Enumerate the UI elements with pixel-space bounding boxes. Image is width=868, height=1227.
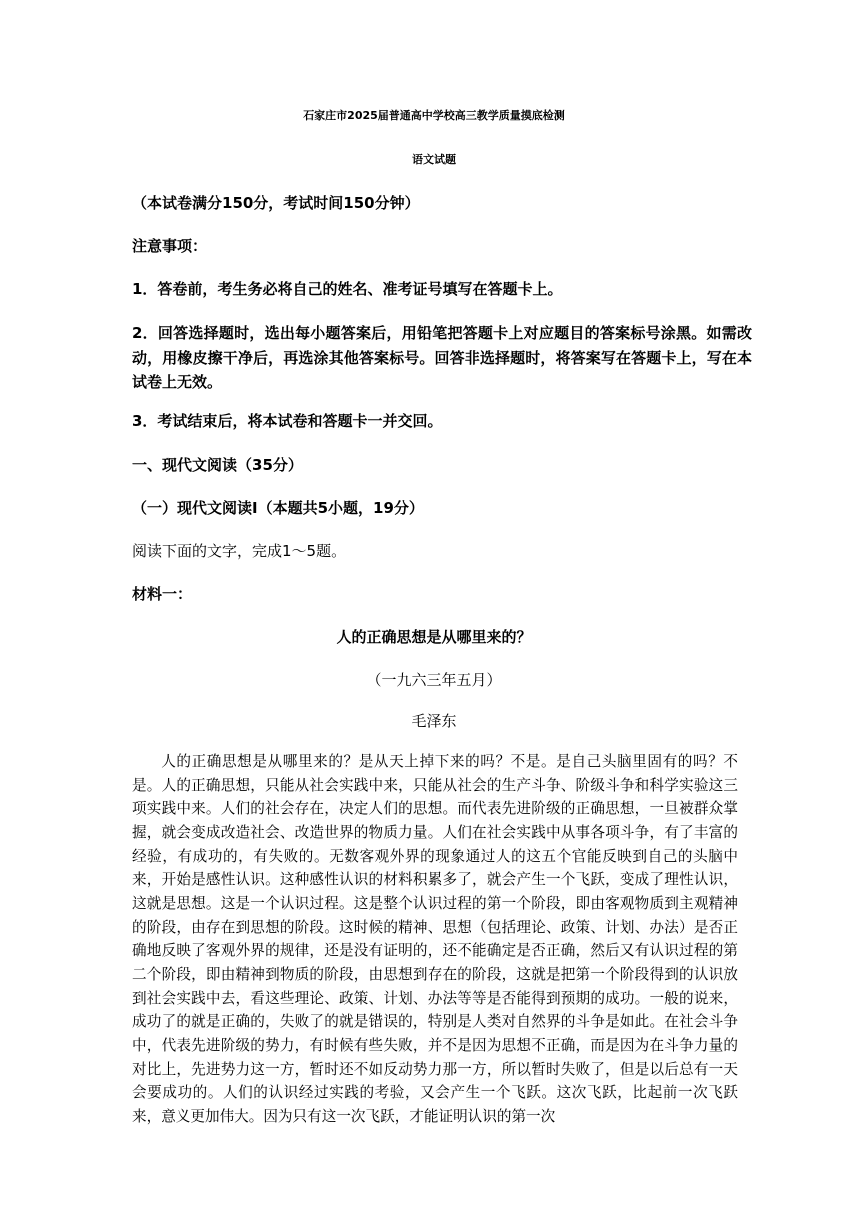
subject-title: 语文试题 [412, 153, 456, 166]
article-date: （一九六三年五月） [366, 671, 502, 689]
notice-item-3: 3．考试结束后，将本试卷和答题卡一并交回。 [132, 412, 443, 430]
score-time-note: （本试卷满分150分，考试时间150分钟） [132, 194, 420, 212]
exam-title: 石家庄市2025届普通高中学校高三教学质量摸底检测 [303, 109, 565, 122]
notice-heading: 注意事项： [132, 237, 208, 255]
article-title: 人的正确思想是从哪里来的？ [336, 628, 532, 646]
section-heading: 一、现代文阅读（35分） [132, 456, 303, 474]
notice-item-1: 1．答卷前，考生务必将自己的姓名、准考证号填写在答题卡上。 [132, 280, 563, 298]
section-subheading: （一）现代文阅读Ⅰ（本题共5小题，19分） [132, 499, 424, 517]
notice-item-2: 2．回答选择题时，选出每小题答案后，用铅笔把答题卡上对应题目的答案标号涂黑。如需改动，用橡皮擦干净后，再选涂其他答案标号。回答非选择题时，将答案写在答题卡上，写在本试卷上无效。 [132, 324, 752, 391]
reading-instruction: 阅读下面的文字，完成1～5题。 [132, 542, 347, 560]
article-author: 毛泽东 [411, 712, 457, 730]
article-body: 人的正确思想是从哪里来的？是从天上掉下来的吗？不是。是自己头脑里固有的吗？不是。人的正确思想，只能从社会实践中来，只能从社会的生产斗争、阶级斗争和科学实验这三项实践中来。人们的社会存在，决定人们的思想。而代表先进阶级的正确思想，一旦被群众掌握，就会变成改造社会、改造世界的物质力量。人们在社会实践中从事各项斗争，有了丰富的经验，有成功的，有失败的。无数客观外界的现象通过人的这五个官能反映到自己的头脑中来，开始是感性认识。这种感性认识的材料积累多了，就会产生一个飞跃，变成了理性认识，这就是思想。这是一个认识过程。这是整个认识过程的第一个阶段，即由客观物质到主观精神的阶段，由存在到思想的阶段。这时候的精神、思想（包括理论、政策、计划、办法）是否正确地反映了客观外界的规律，还是没有证明的，还不能确定是否正确，然后又有认识过程的第二个阶段，即由精神到物质的阶段，由思想到存在的阶段，这就是把第一个阶段得到的认识放到社会实践中去，看这些理论、政策、计划、办法等等是否能得到预期的成功。一般的说来，成功了的就是正确的，失败了的就是错误的，特别是人类对自然界的斗争是如此。在社会斗争中，代表先进阶级的势力，有时候有些失败，并不是因为思想不正确，而是因为在斗争力量的对比上，先进势力这一方，暂时还不如反动势力那一方，所以暂时失败了，但是以后总有一天会要成功的。人们的认识经过实践的考验，又会产生一个飞跃。这次飞跃，比起前一次飞跃来，意义更加伟大。因为只有这一次飞跃，才能证明认识的第一次 [132, 753, 738, 1125]
material-label: 材料一： [132, 585, 193, 603]
